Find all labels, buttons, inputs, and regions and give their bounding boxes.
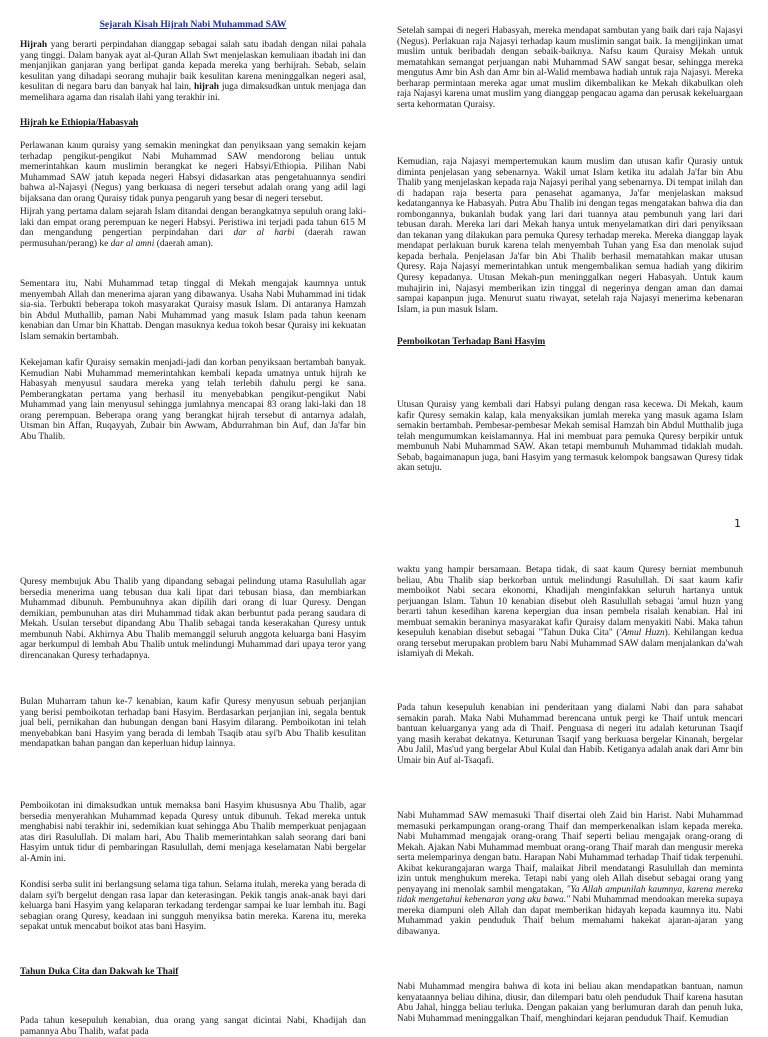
italic-quote: "Ya Allah ampunilah kaumnya, karena mereka tidak mengetahui kebenaran yang aku bawa." [397, 884, 743, 906]
paragraph [397, 811, 743, 938]
paragraph: Pemboikotan ini dimaksudkan untuk memaksa bani Hasyim khususnya Abu Thalib, agar bersedia menyerahkan Muhammad kepada Quresy untuk dibunuh. Tekad mereka untuk menghabisi nabi terakhir ini, sedemikian kuat sehingga Abu Thalib memperkuat penjagaan atas diri Rasulullah. Di malam hari, Abu Thalib memerintahkan salah seorang dari bani Hasyim untuk tidur di pembaringan Rasulullah, demi menjaga keselamatan Nabi bergelar al-Amin ini. [20, 801, 366, 864]
paragraph: Setelah sampai di negeri Habasyah, mereka mendapat sambutan yang baik dari raja Najasyi (Negus). Perlakuan raja Najasyi terhadap kaum muslimin sangat baik. Ia mengijinkan umat muslim untuk beribadah dengan sebaik-baiknya. Nafsu kaum Quraisy Mekah untuk mematahkan semangat perjuangan nabi Muhammad SAW sangat besar, sehingga mereka mengutus Amr bin Ash dan Amr bin al-Walid membawa hadiah untuk raja Najasyi. Mereka berharap permintaan mereka agar umat muslim dikembalikan ke Mekah dikabulkan oleh raja Najasyi karena umat muslim yang dianggap pengacau agama dan perusak kekeluargaan serta kehormatan Quraisy. [397, 26, 743, 110]
text: Nabi Muhammad mendoakan mereka supaya mereka diampuni oleh Allah dan dapat memberikan hidayah kepada kaumnya itu. Nabi Muhammad yakin penduduk Thaif belum memahami hakekat ajaran-ajaran yang dibawanya. [397, 895, 743, 938]
italic-term: dar al harbi [233, 228, 295, 239]
text: (daerah rawan permusuhan/perang) ke [20, 228, 366, 249]
bold-term: hijrah [193, 82, 219, 93]
paragraph: Pada tahun kesepuluh kenabian, dua orang yang sangat dicintai Nabi, Khadijah dan pamannya Abu Thalib, wafat pada [20, 1016, 366, 1037]
document-title[interactable]: Sejarah Kisah Hijrah Nabi Muhammad SAW [99, 19, 287, 30]
paragraph: Sementara itu, Nabi Muhammad tetap tinggal di Mekah mengajak kaumnya untuk menyembah Allah dan menerima ajaran yang dibawanya. Usaha Nabi Muhammad ini tidak sia-sia. Terbukti beberapa tokoh masyarakat Quraisy masuk Islam. Di antaranya Hamzah bin Abdul Muthallib, paman Nabi Muhammad yang masuk Islam pada tahun keenam kenabian dan Umar bin Khattab. Dengan masuknya kedua tokoh besar Quraisy ini kekuatan Islam semakin bertambah. [20, 279, 366, 342]
paragraph: Utusan Quraisy yang kembali dari Habsyi pulang dengan rasa kecewa. Di Mekah, kaum kafir Quresy semakin kalap, kala menyaksikan jumlah mereka yang masuk agama Islam semakin bertambah. Pembesar-pembesar Mekah semisal Hamzah bin Abdul Mutthalib juga telah mengumumkan keislamannya. Hal ini membuat para pemuka Quresy berpikir untuk membunuh Nabi Muhammad SAW. Akan tetapi membunuh Muhammad tidaklah mudah. Sebab, bagaimanapun juga, bani Hasyim yang termasuk kelompok bangsawan Quresy tidak akan setuju. [397, 400, 743, 474]
text: Nabi Muhammad SAW memasuki Thaif disertai oleh Zaid bin Harist. Nabi Muhammad memasuki perkampungan orang-orang Thaif dan memperkenalkan islam kepada mereka. Nabi Muhammad mengajak orang-orang Thaif seperti beliau mengajak orang-orang di Mekah. Ajakan Nabi Muhammad membuat orang-orang Thaif marah dan mengusir mereka serta melemparinya dengan batu. Harapan Nabi Muhammad terhadap Thaif tidak terpenuhi. Akibat kekurangajaran warga Thaif, malaikat Jibril mendatangi Rasulullah dan meminta izin untuk menghukum mereka. Tetapi nabi yang oleh Allah disebut sebagai orang yang penyayang ini menolak sambil mengatakan, [397, 811, 743, 895]
paragraph: Pada tahun kesepuluh kenabian ini penderitaan yang dialami Nabi dan para sahabat semakin parah. Maka Nabi Muhammad berencana untuk pergi ke Thaif untuk mencari bantuan keluarganya yang ada di Thaif. Penguasa di negeri itu adalah keturunan Tsaqif yang masih kerabat dekatnya. Keturunan Tsaqif yang berkuasa bergelar Kinanah, bergelar Abu Jalil, Mas'ud yang bergelar Abul Kulal dan Habib. Ketiganya adalah anak dari Amr bin Umair bin Auf al-Tsaqafi. [397, 703, 743, 766]
paragraph: Kemudian, raja Najasyi mempertemukan kaum muslim dan utusan kafir Qurasiy untuk diminta penjelasan yang sebenarnya. Wakil umat Islam ketika itu adalah Ja'far bin Abu Thalib yang menjelaskan kepada raja Najasyi perihal yang sebenarnya. Di tempat inilah dan di hadapan raja beserta para penasehat agamanya, Ja'far menjelaskan maksud kedatangannya ke Habasyah. Putra Abu Thalib ini dengan tegas mengatakan bahwa dia dan rombongannya, bukanlah budak yang lari dari tuannya atau pembunuh yang lari dari tebusan darah. Mereka lari dari Mekah hanya untuk menyelamatkan diri dari penyiksaan dan tekanan yang dilakukan para pemuka Quresy terhadap mereka. Mereka dianggap layak mendapat perlakuan buruk karena telah menyembah Tuhan yang Esa dan menolak sujud kepada berhala. Penjelasan Ja'far bin Abi Thalib berhasil mematahkan makar utusan Quresy. Raja Najasyi memerintahkan untuk mengembalikan semua hadiah yang dikirim Quresy kepadanya. Utusan Mekah-pun meninggalkan negeri Habasyah. Untuk kaum muhajirin ini, Najasyi memberikan izin tinggal di negerinya dengan aman dan damai sampai kapanpun juga. Menurut suatu riwayat, setelah raja Najasyi menerima kebenaran Islam, ia pun masuk Islam. [397, 157, 743, 315]
page-number: 1 [734, 517, 741, 530]
text: (daerah aman). [154, 238, 213, 249]
paragraph: Kondisi serba sulit ini berlangsung selama tiga tahun. Selama itulah, mereka yang berada di dalam syi'b bergelut dengan rasa lapar dan keterasingan. Pekik tangis anak-anak bayi dari keluarga bani Hasyim yang kelaparan terkadang terdengar sampai ke luar lembah itu. Bagi sebagian orang Quresy, keadaan ini sungguh menyiksa batin mereka. Karena itu, mereka sepakat untuk mencabut boikot atas bani Hasyim. [20, 880, 366, 933]
paragraph: Kekejaman kafir Quraisy semakin menjadi-jadi dan korban penyiksaan bertambah banyak. Kemudian Nabi Muhammad memerintahkan kembali kepada umatnya untuk hijrah ke Habasyah menyusul saudara mereka yang telah terlebih dahulu pergi ke sana. Pemberangkatan pertama yang berhasil itu menyebabkan pengikut-pengikut Nabi Muhammad yang lain menyusul sehingga jumlahnya mencapai 83 orang laki-laki dan 18 orang perempuan. Beberapa orang yang berangkat hijrah tersebut di antarnya adalah, Utsman bin Affan, Ruqayyah, Zubair bin Awwam, Abdurrahman bin Auf, dan Ja'far bin Abu Thalib. [20, 358, 366, 442]
italic-term: 'Amul Huzn [619, 628, 665, 639]
paragraph: Nabi Muhammad mengira bahwa di kota ini beliau akan mendapatkan bantuan, namun kenyataannya beliau dihina, diusir, dan dilempari batu oleh penduduk Thaif karena hasutan Abu Jahal, hingga beliau terluka. Dengan pakaian yang berlumuran darah dan penuh luka, Nabi Muhammad meninggalkan Thaif, menghindari kejaran penduduk Thaif. Kemudian [397, 982, 743, 1024]
text: Hijrah yang pertama dalam sejarah Islam ditandai dengan berangkatnya sepuluh orang laki-laki dan empat orang perempuan ke negeri Habsyi. Peristiwa ini terjadi pada tahun 615 M dan mengandung pengertian perpindahan dari [20, 207, 366, 239]
paragraph-intro [20, 40, 366, 103]
section-heading: Pemboikotan Terhadap Bani Hasyim [397, 337, 546, 347]
text: ). Kehilangan kedua orang tersebut merupakan problem baru Nabi Muhammad SAW dalam menjalankan da'wah islamiyah di Mekah. [397, 628, 743, 660]
paragraph: Bulan Muharram tahun ke-7 kenabian, kaum kafir Quresy menyusun sebuah perjanjian yang berisi pemboikotan terhadap bani Hasyim. Berdasarkan perjanjian ini, segala bentuk jual beli, pernikahan dan hubungan dengan bani Hasyim dilarang. Pemboikotan ini telah menyebabkan bani Hasyim yang berada di lembah Tsaqib atau syi'b Abu Thalib kesulitan mendapatkan bahan pangan dan keperluan hidup lainnya. [20, 697, 366, 750]
paragraph: Perlawanan kaum quraisy yang semakin meningkat dan penyiksaan yang semakin kejam terhadap pengikut-pengikut Nabi Muhammad SAW mendorong beliau untuk memerintahkan kaum muslimin berangkat ke negeri Habsyi/Ethiopia. Pilihan Nabi Muhammad SAW jatuh kepada negeri Habsyi didasarkan atas pengetahuannya sendiri bahwa al-Najasyi (Negus) yang berkuasa di negeri tersebut adalah orang yang adil lagi bijaksana dan orang Quraisy tidak punya pengaruh yang besar di negeri tersebut. [20, 141, 366, 204]
paragraph [20, 207, 366, 249]
section-heading: Tahun Duka Cita dan Dakwah ke Thaif [20, 967, 179, 977]
text: waktu yang hampir bersamaan. Betapa tidak, di saat kaum Quresy berniat membunuh beliau, Abu Thalib siap berkorban untuk melindungi Rasulullah. Di saat kaum kafir memboikot Nabi secara ekonomi, Khadijah menginfakkan seluruh hartanya untuk perjuangan Islam. Tahun 10 kenabian disebut oleh Rasulullah sebagai 'amul huzn yang berarti tahun kesedihan karena kepergian dua insan pembela risalah kenabian. Hal ini membuat semakin beraninya masyarakat kafir Quraisy dalam menyakiti Nabi. Maka tahun kesepuluh kenabian disebut sebagai "Tahun Duka Cita" ( [397, 565, 743, 639]
paragraph: Quresy membujuk Abu Thalib yang dipandang sebagai pelindung utama Rasulullah agar bersedia menerima uang tebusan dua kali lipat dari tebusan biasa, dan membiarkan Muhammad dibunuh. Pembunuhnya akan dipilih dari orang di luar Quresy. Dengan demikian, pembunuhan atas diri Muhammad tidak akan berbuntut pada perang saudara di Mekah. Usulan tersebut dipandang Abu Thalib sebagai tanda keserakahan Quresy untuk membunuh Nabi. Akhirnya Abu Thalib memanggil seluruh anggota keluarga bani Hasyim agar berkumpul di lembah Abu Thalib untuk melindungi Muhammad dari upaya teror yang direncanakan Quresy terhadapnya. [20, 577, 366, 661]
text: yang berarti perpindahan dianggap sebagai salah satu ibadah dengan nilai pahala yang tinggi. Dalam banyak ayat al-Quran Allah Swt menjelaskan kemuliaan ibadah ini dan menjanjikan ganjaran yang berlipat ganda kepada mereka yang berhijrah. Sebab, selain kesulitan yang dihadapi seorang muhajir baik kesulitan karena meninggalkan negeri asal, kesulitan di negara baru dan banyak hal lain, [20, 40, 366, 93]
bold-term: Hijrah [20, 40, 48, 50]
paragraph [397, 565, 743, 660]
italic-term: dar al amni [110, 238, 155, 249]
text: juga dimaksudkan untuk menjaga dan memelihara agama dan risalah ilahi yang terakhir ini. [20, 82, 366, 103]
section-heading: Hijrah ke Ethiopia/Habasyah [20, 118, 139, 128]
